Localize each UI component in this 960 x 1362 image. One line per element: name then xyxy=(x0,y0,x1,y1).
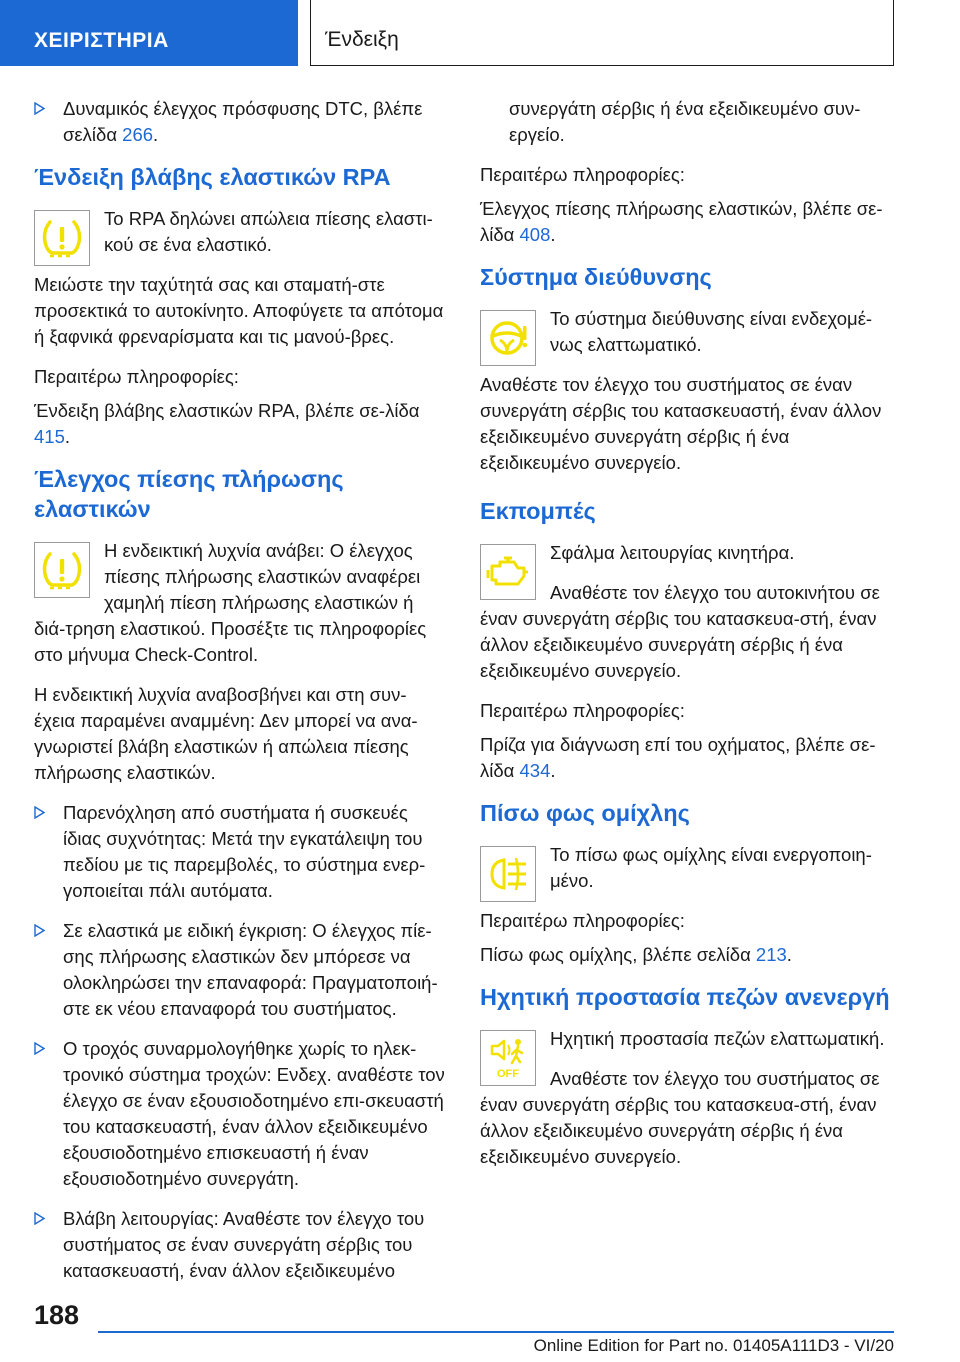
steering-warning-icon xyxy=(480,310,536,366)
triangle-bullet-icon xyxy=(34,1212,45,1225)
tire-warning-icon xyxy=(34,542,90,598)
page-link[interactable]: 415 xyxy=(34,426,65,447)
heading-tpms: Έλεγχος πίεσης πλήρωσης ελαστικών xyxy=(34,466,344,522)
triangle-bullet-icon xyxy=(34,806,45,819)
heading-steering: Σύστημα διεύθυνσης xyxy=(480,264,712,290)
page-link[interactable]: 266 xyxy=(122,124,154,145)
page-link[interactable]: 213 xyxy=(755,944,787,965)
list-item: Δυναμικός έλεγχος πρόσφυσης DTC, βλέπε σελίδα 266. xyxy=(34,96,446,148)
pedestrian-sound-off-icon xyxy=(480,1030,536,1086)
left-column: Δυναμικός έλεγχος πρόσφυσης DTC, βλέπε σελίδα 266. Ένδειξη βλάβης ελαστικών RPA Το RPA δηλώνει απώλεια πίεσης ελαστι-κού σε ένα ελαστικό. Μειώστε την ταχύτητά σας και σταματή-στε προσεκτικά το αυτοκίνητο. Αποφύγετε τα απότομα ή ξαφνικά φρεναρίσματα και τις μανού-βρες. Περαιτέρω πληροφορίες: Ένδειξη βλάβης ελαστικών RPA, βλέπε σε-λίδα 415. Έλεγχος πίεσης πλήρωσης ελαστικών Η ενδεικτική λυχνία ανάβει: Ο έλεγχος πίεσης πλήρωσης ελαστικών αναφέρει χαμηλή πίεση πλήρωσης ελαστικών ή διά-τρηση ελαστικού. Προσέξτε τις πληροφορίες στο μήνυμα Check-Control. Η ενδεικτική λυχνία αναβοσβήνει και στη συν-έχεια παραμένει αναμμένη: Δεν μπορεί να ανα-γνωριστεί βλάβη ελαστικών ή απώλεια πίεσης πλήρωσης ελαστικών. Παρενόχληση από συστήματα ή συσκευές ίδιας συχνότητας: Μετά την εγκατάλειψη του πεδίου με τις παρεμβολές, το σύστημα ενερ-γοποιείται πάλι αυτόματα. Σε ελαστικά με ειδική έγκριση: Ο έλεγχος πίε-σης πλήρωσης ελαστικών δεν μπόρεσε να ολοκληρώσει την επαναφορά: Πραγματοποιή-στε εκ νέου επαναφορά του συστήματος. Ο τροχός συναρμολογήθηκε χωρίς το ηλεκ-τρονικό σύστημα τροχών: Ενδεχ. αναθέστε τον έλεγχο σε έναν εξουσιοδοτημένο επι-σκευαστή του κατασκευαστή, έναν άλλον εξειδικευμένο εξουσιοδοτημένο επισκευαστή ή έναν εξουσιοδοτημένο συνεργάτη. Βλάβη λειτουργίας: Αναθέστε τον έλεγχο του συστήματος σε έναν συνεργάτη σέρβις του κατασκευαστή, έναν άλλον εξειδικευμένο xyxy=(34,96,446,1298)
heading-rpa: Ένδειξη βλάβης ελαστικών RPA xyxy=(34,164,391,190)
icon-off-label: OFF xyxy=(497,1068,519,1080)
page-link[interactable]: 408 xyxy=(519,224,551,245)
chapter-tab: ΧΕΙΡΙΣΤΗΡΙΑ xyxy=(0,0,298,66)
heading-pedestrian: Ηχητική προστασία πεζών ανενεργή xyxy=(480,984,890,1010)
triangle-bullet-icon xyxy=(34,924,45,937)
tire-warning-icon xyxy=(34,210,90,266)
heading-emissions: Εκπομπές xyxy=(480,498,596,524)
triangle-bullet-icon xyxy=(34,102,45,115)
page-link[interactable]: 434 xyxy=(519,760,551,781)
footer-divider xyxy=(98,1331,894,1333)
list-item: Παρενόχληση από συστήματα ή συσκευές ίδιας συχνότητας: Μετά την εγκατάλειψη του πεδίου με τις παρεμβολές, το σύστημα ενερ-γοποιείται πάλι αυτόματα. xyxy=(34,800,446,904)
edition-text: Online Edition for Part no. 01405A111D3 - VI/20 xyxy=(533,1336,894,1355)
list-item: Ο τροχός συναρμολογήθηκε χωρίς το ηλεκ-τρονικό σύστημα τροχών: Ενδεχ. αναθέστε τον έλεγχο σε έναν εξουσιοδοτημένο επι-σκευαστή του κατασκευαστή, έναν άλλον εξειδικευμένο εξουσιοδοτημένο επισκευαστή ή έναν εξουσιοδοτημένο συνεργάτη. xyxy=(34,1036,446,1192)
triangle-bullet-icon xyxy=(34,1042,45,1055)
heading-rear-fog: Πίσω φως ομίχλης xyxy=(480,800,690,826)
list-item: Σε ελαστικά με ειδική έγκριση: Ο έλεγχος πίε-σης πλήρωσης ελαστικών δεν μπόρεσε να ολοκληρώσει την επαναφορά: Πραγματοποιή-στε εκ νέου επαναφορά του συστήματος. xyxy=(34,918,446,1022)
right-column: συνεργάτη σέρβις ή ένα εξειδικευμένο συν-εργείο. Περαιτέρω πληροφορίες: Έλεγχος πίεσης πλήρωσης ελαστικών, βλέπε σε-λίδα 408. Σύστημα διεύθυνσης Το σύστημα διεύθυνσης είναι ενδεχομέ-νως ελαττωματικό. Αναθέστε τον έλεγχο του συστήματος σε έναν συνεργάτη σέρβις του κατασκευαστή, έναν άλλον εξειδικευμένο συνεργάτη σέρβις ή ένα εξειδικευμένο συνεργείο. Εκπομπές Σφάλμα λειτουργίας κινητήρα. Αναθέστε τον έλεγχο του αυτοκινήτου σε έναν συνεργάτη σέρβις του κατασκευα-στή, έναν άλλον εξειδικευμένο συνεργάτη σέρβις ή ένα εξειδικευμένο συνεργείο. Περαιτέρω πληροφορίες: Πρίζα για διάγνωση επί του οχήματος, βλέπε σε-λίδα 434. Πίσω φως ομίχλης Το πίσω φως ομίχλης είναι ενεργοποιη-μένο. Περαιτέρω πληροφορίες: Πίσω φως ομίχλης, βλέπε σελίδα 213. Ηχητική προστασία πεζών ανενεργή OFF Ηχητική προστασία πεζών ελαττωματική. Αναθέστε τον έλεγχο του συστήματος σε έναν συνεργάτη σέρβις του κατασκευα-στή, έναν άλλον εξειδικευμένο συνεργάτη σέρβις ή ένα εξειδικευμένο συνεργείο. xyxy=(480,96,894,1184)
list-item: Βλάβη λειτουργίας: Αναθέστε τον έλεγχο του συστήματος σε έναν συνεργάτη σέρβις του κατασκευαστή, έναν άλλον εξειδικευμένο xyxy=(34,1206,446,1284)
section-title: Ένδειξη xyxy=(310,0,894,66)
rear-fog-light-icon xyxy=(480,846,536,902)
engine-warning-icon xyxy=(480,544,536,600)
page-header xyxy=(0,0,960,66)
page-number: 188 xyxy=(34,1300,80,1330)
